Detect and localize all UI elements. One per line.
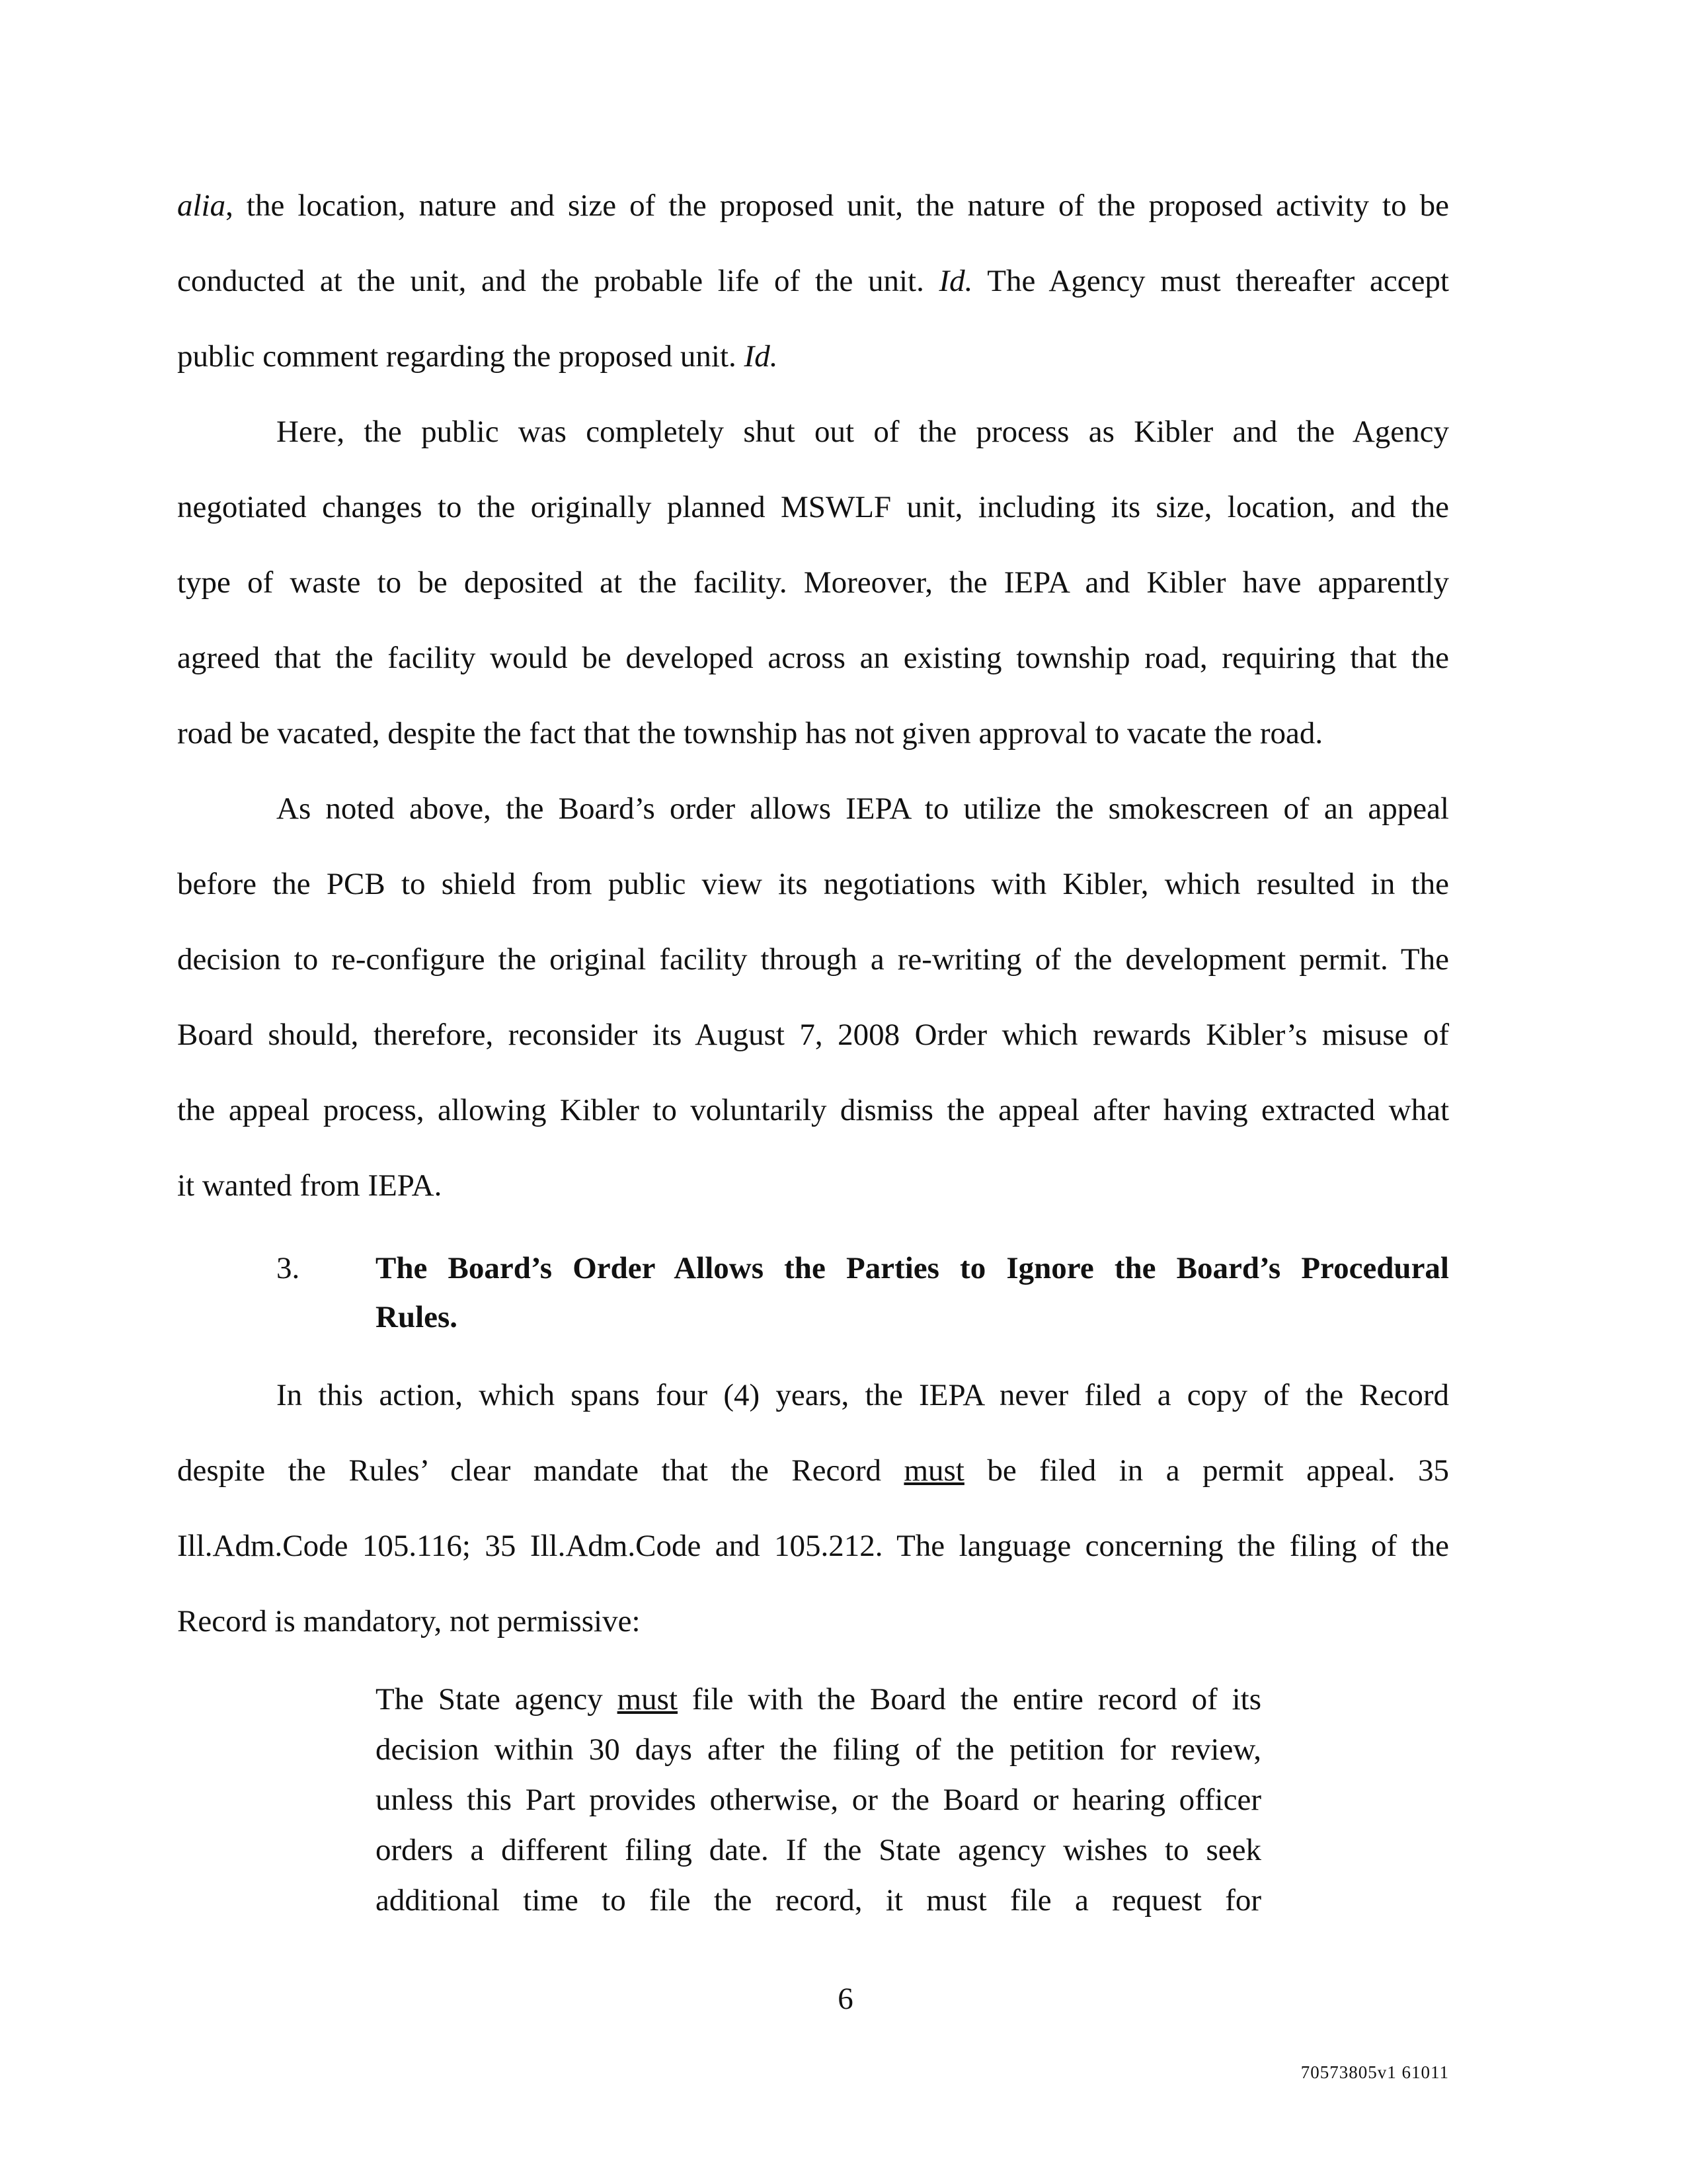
paragraph-4-line-3: Ill.Adm.Code 105.116; 35 Ill.Adm.Code and 105.212. The language concerning the filing of the <box>177 1529 1449 1563</box>
paragraph-4-line-2-b: be filed in a permit appeal. 35 <box>964 1453 1449 1488</box>
paragraph-3-line-2: before the PCB to shield from public view its negotiations with Kibler, which resulted in the <box>177 867 1449 901</box>
paragraph-3-line-5: the appeal process, allowing Kibler to voluntarily dismiss the appeal after having extracted what <box>177 1093 1449 1127</box>
section-heading-line-1: The Board’s Order Allows the Parties to Ignore the Board’s Procedural <box>375 1251 1449 1285</box>
quote-emphasis-must: must <box>617 1682 678 1717</box>
paragraph-1-line-2 <box>177 263 1449 300</box>
quote-line-5: additional time to file the record, it must file a request for <box>375 1883 1261 1918</box>
paragraph-2-line-1: Here, the public was completely shut out of the process as Kibler and the Agency <box>276 415 1449 449</box>
citation-id: Id. <box>744 339 778 374</box>
emphasis-must: must <box>904 1453 964 1488</box>
paragraph-2-line-2: negotiated changes to the originally planned MSWLF unit, including its size, location, and the <box>177 490 1449 524</box>
quote-line-3: unless this Part provides otherwise, or the Board or hearing officer <box>375 1783 1261 1817</box>
paragraph-1-line-2-a: conducted at the unit, and the probable life of the unit. <box>177 264 939 298</box>
paragraph-3-line-4: Board should, therefore, reconsider its August 7, 2008 Order which rewards Kibler’s misuse of <box>177 1018 1449 1052</box>
italic-alia: alia <box>177 188 226 223</box>
paragraph-2-line-5: road be vacated, despite the fact that the township has not given approval to vacate the road. <box>177 716 1323 750</box>
paragraph-2-line-3: type of waste to be deposited at the facility. Moreover, the IEPA and Kibler have apparently <box>177 565 1449 600</box>
paragraph-1-line-3-a: public comment regarding the proposed unit. <box>177 339 744 374</box>
paragraph-1-line-2-b: The Agency must thereafter accept <box>972 264 1449 298</box>
page-number: 6 <box>838 1982 853 2016</box>
quote-line-1-a: The State agency <box>375 1682 617 1717</box>
document-id: 70573805v1 61011 <box>1300 2062 1449 2082</box>
paragraph-4-line-1: In this action, which spans four (4) years, the IEPA never filed a copy of the Record <box>276 1378 1449 1412</box>
quote-line-1 <box>375 1681 1261 1718</box>
section-heading-line-2: Rules. <box>375 1300 458 1334</box>
citation-id: Id. <box>939 264 973 298</box>
paragraph-4-line-2 <box>177 1452 1449 1489</box>
paragraph-4-line-4: Record is mandatory, not permissive: <box>177 1604 641 1638</box>
paragraph-4-line-2-a: despite the Rules’ clear mandate that the Record <box>177 1453 904 1488</box>
quote-line-1-b: file with the Board the entire record of its <box>678 1682 1261 1717</box>
quote-line-2: decision within 30 days after the filing of the petition for review, <box>375 1732 1261 1767</box>
paragraph-1-line-1-rest: , the location, nature and size of the proposed unit, the nature of the proposed activity to be <box>225 188 1449 223</box>
paragraph-3-line-1: As noted above, the Board’s order allows IEPA to utilize the smokescreen of an appeal <box>276 791 1449 826</box>
paragraph-2-line-4: agreed that the facility would be developed across an existing township road, requiring that the <box>177 641 1449 675</box>
paragraph-3-line-3: decision to re-configure the original facility through a re-writing of the development permit. The <box>177 942 1449 977</box>
section-number: 3. <box>276 1251 300 1285</box>
paragraph-1-line-3 <box>177 338 1449 375</box>
quote-line-4: orders a different filing date. If the State agency wishes to seek <box>375 1833 1261 1867</box>
paragraph-1-line-1 <box>177 187 1449 224</box>
paragraph-3-line-6: it wanted from IEPA. <box>177 1168 442 1203</box>
